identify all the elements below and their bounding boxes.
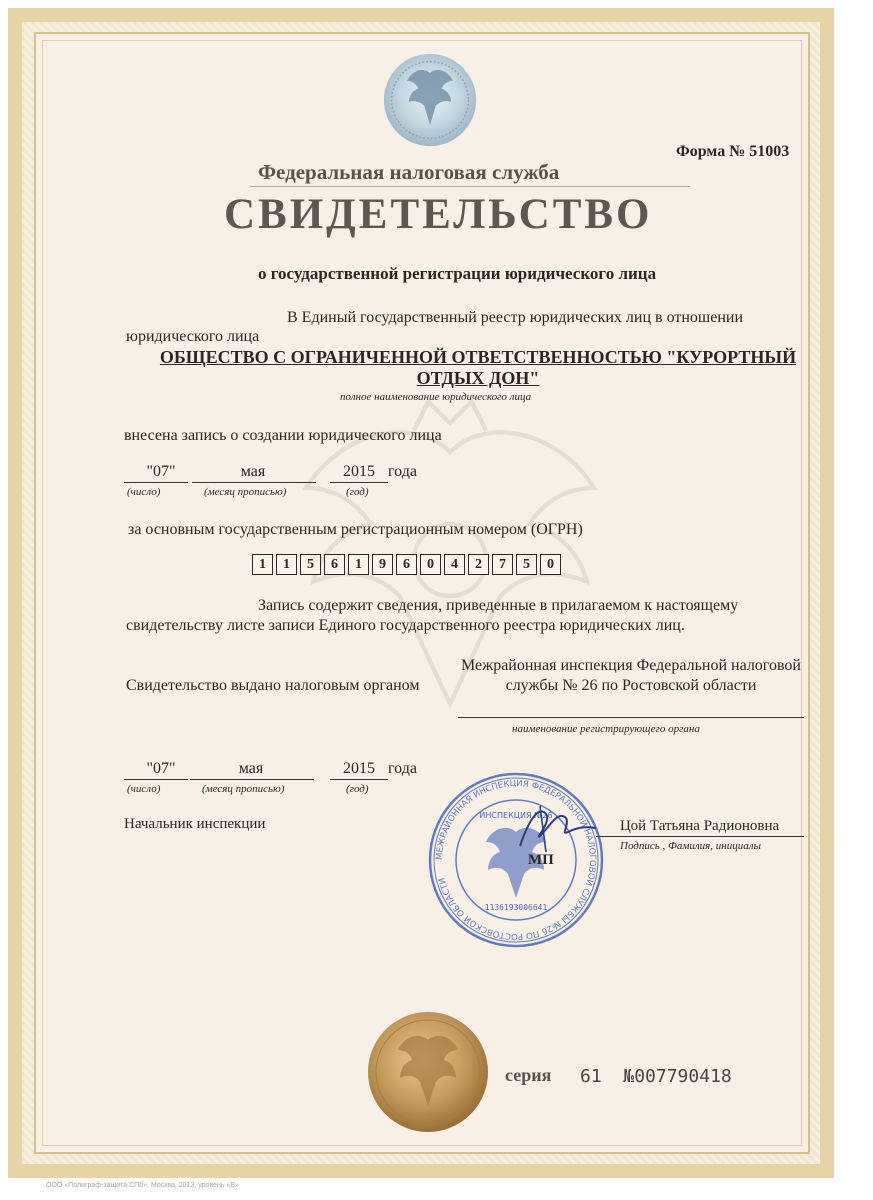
ogrn-digit-cell: 1 xyxy=(276,554,297,575)
ogrn-digit-cell: 7 xyxy=(492,554,513,575)
authority-caption: наименование регистрирующего органа xyxy=(512,723,700,735)
date2-day-line xyxy=(124,779,188,780)
date2-month: мая xyxy=(238,760,264,777)
printer-note: ООО «Полиграф-защита СПб», Москва, 2013, уровень «В» xyxy=(46,1182,239,1189)
ogrn-digit-cell: 2 xyxy=(468,554,489,575)
date2-year-caption: (год) xyxy=(346,783,369,795)
chief-title: Начальник инспекции xyxy=(124,816,266,832)
date1-day-caption: (число) xyxy=(127,486,161,498)
ogrn-digit-cell: 0 xyxy=(420,554,441,575)
record-line-2: свидетельству листе записи Единого государственного реестра юридических лиц. xyxy=(126,617,685,634)
service-underline xyxy=(250,186,690,187)
date2-month-caption: (месяц прописью) xyxy=(202,783,285,795)
date2-suffix: года xyxy=(388,760,417,777)
record-line-1: Запись содержит сведения, приведенные в прилагаемом к настоящему xyxy=(258,597,739,614)
intro-line-2: юридического лица xyxy=(126,328,260,345)
created-record-text: внесена запись о создании юридического лица xyxy=(124,427,442,444)
date1-year-line xyxy=(330,482,388,483)
ogrn-digit-cell: 9 xyxy=(372,554,393,575)
signer-caption: Подпись , Фамилия, инициалы xyxy=(620,840,761,852)
date1-suffix: года xyxy=(388,463,417,480)
date2-year-line xyxy=(330,779,388,780)
issued-by-text: Свидетельство выдано налоговым органом xyxy=(126,677,420,694)
organization-name: ОБЩЕСТВО С ОГРАНИЧЕННОЙ ОТВЕТСТВЕННОСТЬЮ "КУРОРТНЫЙ ОТДЫХ ДОН" xyxy=(159,347,797,388)
document-number: №007790418 xyxy=(623,1066,732,1087)
series-value: 61 xyxy=(580,1066,602,1087)
date1-month: мая xyxy=(240,463,266,480)
date1-month-line xyxy=(192,482,316,483)
date1-day-line xyxy=(124,482,188,483)
ogrn-digit-cell: 1 xyxy=(348,554,369,575)
intro-line-1: В Единый государственный реестр юридических лиц в отношении xyxy=(287,309,744,326)
date2-day: "07" xyxy=(146,760,176,777)
ogrn-digit-cell: 6 xyxy=(324,554,345,575)
mp-label: МП xyxy=(528,852,554,868)
date1-year: 2015 xyxy=(343,463,375,480)
signer-underline xyxy=(596,836,804,837)
series-and-number xyxy=(580,1066,732,1087)
ogrn-digit-cell: 5 xyxy=(300,554,321,575)
date2-month-line xyxy=(190,779,314,780)
date2-year: 2015 xyxy=(343,760,375,777)
form-number: Форма № 51003 xyxy=(676,143,790,160)
date1-month-caption: (месяц прописью) xyxy=(204,486,287,498)
document-title: СВИДЕТЕЛЬСТВО xyxy=(224,191,653,238)
ogrn-digit-cell: 1 xyxy=(252,554,273,575)
date1-day: "07" xyxy=(146,463,176,480)
ogrn-digit-cell: 4 xyxy=(444,554,465,575)
ogrn-number xyxy=(252,554,564,575)
ogrn-digit-cell: 5 xyxy=(516,554,537,575)
handwritten-signature xyxy=(510,796,600,856)
hologram-emblem xyxy=(382,52,478,148)
authority-underline xyxy=(458,717,804,718)
stamp-center-text: ИНСПЕКЦИЯ №26 xyxy=(479,811,553,820)
date2-day-caption: (число) xyxy=(127,783,161,795)
ogrn-digit-cell: 0 xyxy=(540,554,561,575)
ogrn-digit-cell: 6 xyxy=(396,554,417,575)
service-name: Федеральная налоговая служба xyxy=(258,160,560,184)
document-subtitle: о государственной регистрации юридического лица xyxy=(258,264,657,283)
series-label: серия xyxy=(505,1065,552,1085)
stamp-code: 1136193006641 xyxy=(484,903,548,912)
ogrn-label: за основным государственным регистрационным номером (ОГРН) xyxy=(128,521,583,538)
date1-year-caption: (год) xyxy=(346,486,369,498)
authority-name: Межрайонная инспекция Федеральной налоговой службы № 26 по Ростовской области xyxy=(461,657,801,694)
organization-name-caption: полное наименование юридического лица xyxy=(340,391,532,403)
stamp-ring-text: МЕЖРАЙОННАЯ ИНСПЕКЦИЯ ФЕДЕРАЛЬНОЙ НАЛОГОВОЙ СЛУЖБЫ №26 ПО РОСТОВСКОЙ ОБЛАСТИ xyxy=(434,778,598,942)
signer-name: Цой Татьяна Радионовна xyxy=(620,818,780,834)
gold-seal xyxy=(366,1010,490,1134)
